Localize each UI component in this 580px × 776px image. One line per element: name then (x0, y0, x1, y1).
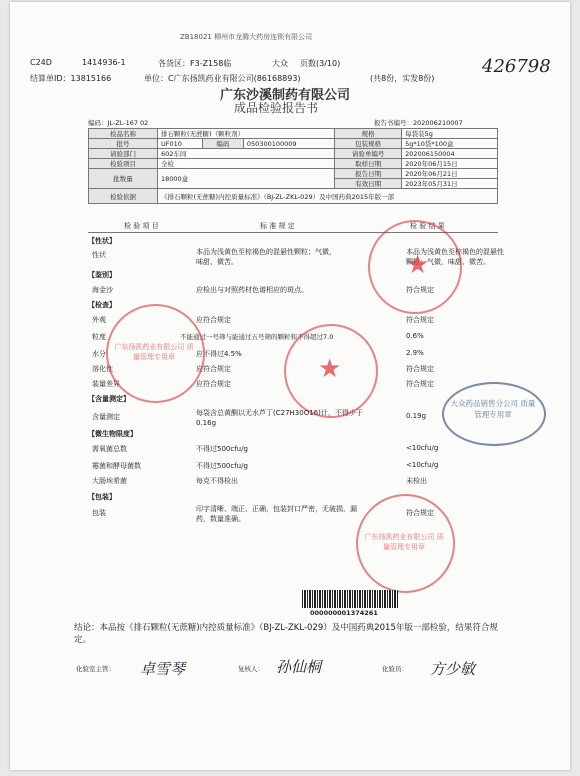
handwritten-number: 426798 (482, 56, 551, 77)
col-result: 检 验 结 果 (410, 222, 445, 230)
row-mold-res: <10cfu/g (406, 461, 439, 469)
row-pack-std: 印字清晰、端正、正确，包装封口严密，无破损，漏药，数量准确。 (196, 505, 357, 523)
stamp-quality-2-text: 广东扬凯药业有限公司 质量管理专用章 (364, 533, 444, 551)
value-sample: 2020年06月15日 (402, 159, 498, 169)
value-basis: 《排石颗粒(无蔗糖)内控质量标准》（BJ-ZL-ZKL-029）及中国药典2015年版一部 (158, 189, 498, 204)
row-trait-std: 本品为浅黄色至棕褐色的混悬性颗粒；气微，味甜、微苦。 (196, 248, 336, 266)
tester-label: 化验员： (382, 665, 408, 673)
row-sol-item: 溶化性 (92, 365, 113, 373)
row-hsc-res: 符合规定 (406, 286, 434, 294)
row-mold-std: 不得过500cfu/g (196, 462, 248, 470)
label-name: 检品名称 (89, 129, 158, 139)
top-line: ZB18021 柳州市龙腾大药房连锁有限公司 (180, 33, 313, 41)
value-qty: 18000盒 (158, 169, 335, 189)
value-valid: 2023年05月31日 (402, 179, 498, 189)
section-identify: 【鉴别】 (88, 271, 116, 279)
section-pack: 【包装】 (88, 493, 116, 501)
row-ecoli-item: 大肠埃希菌 (92, 477, 127, 485)
header-code: 1414936-1 (82, 58, 126, 67)
label-sample: 取样日期 (335, 159, 402, 169)
label-batch: 批号 (89, 139, 158, 149)
stamp-blue-text: 大众药品销售分公司 质量管理专用章 (450, 399, 536, 419)
row-ecoli-res: 未检出 (406, 477, 427, 485)
row-look-res: 符合规定 (406, 316, 434, 324)
label-item: 检验项目 (89, 159, 158, 169)
value-code: 050300100009 (243, 139, 334, 149)
report-title: 成品检验报告书 (234, 101, 319, 115)
row-pack-item: 包装 (92, 509, 106, 517)
header-account: 结算单ID：13815166 (30, 74, 112, 83)
label-valid: 有效日期 (335, 179, 402, 189)
row-hsc-std: 应检出与对照药材色谱相应的斑点。 (196, 286, 308, 294)
header-pages2: (共8份，实发8份) (370, 74, 435, 83)
row-mold-item: 霉菌和酵母菌数 (92, 462, 141, 470)
report-code: 编码：JL-ZL-167 02 (88, 119, 149, 127)
row-load-item: 装量差异 (92, 380, 120, 388)
row-sol-res: 符合规定 (406, 365, 434, 373)
value-spec: 每袋装5g (402, 129, 498, 139)
row-load-std: 应符合规定 (196, 380, 231, 388)
row-bact-item: 需氧菌总数 (92, 445, 127, 453)
row-water-res: 2.9% (406, 349, 424, 357)
row-sol-std: 应符合规定 (196, 365, 231, 373)
header-volume: 大众 (272, 59, 288, 68)
label-basis: 检验依据 (89, 189, 158, 204)
row-size-res: 0.6% (406, 332, 424, 340)
barcode (302, 590, 398, 608)
tester-signature: 方少敏 (430, 660, 476, 678)
row-assay-item: 含量测定 (92, 413, 120, 421)
value-name: 排石颗粒(无蔗糖)（颗粒剂） (158, 129, 335, 139)
company-name: 广东沙溪制药有限公司 (220, 88, 351, 103)
row-size-std: 不能通过一号筛与能通过五号筛的颗粒和不得超过7.0 (180, 333, 334, 341)
star-icon: ★ (318, 354, 342, 384)
value-item: 全检 (158, 159, 335, 169)
col-item: 检 验 项 目 (124, 222, 159, 230)
info-table (88, 128, 498, 204)
row-assay-std: 每袋含总黄酮以无水芦丁(C27H30O16)计，不得少于0.16g (196, 409, 363, 427)
row-ecoli-std: 每克不得检出 (196, 477, 238, 485)
header-location: 各货区：F3-Z158临 (158, 59, 232, 68)
header-unit: 单位：C广东扬凯药业有限公司(86168893) (144, 74, 301, 83)
stamp-blue (442, 382, 546, 446)
row-look-std: 应符合规定 (196, 316, 231, 324)
report-number: 报告书编号：202006210007 (374, 119, 463, 127)
header-c24d: C24D (30, 58, 52, 67)
value-req: 202006150004 (402, 149, 498, 159)
row-water-std: 应不得过4.5% (196, 350, 242, 358)
barcode-number: 000000001374261 (310, 609, 378, 617)
header-pages: 页数(3/10) (300, 59, 341, 68)
row-trait-item: 性状 (92, 251, 106, 259)
row-load-res: 符合规定 (406, 380, 434, 388)
label-dept: 请验部门 (89, 149, 158, 159)
row-assay-res: 0.19g (406, 412, 427, 420)
row-trait-res: 本品为浅黄色至棕褐色的混悬性颗粒；气微，味甜、微苦。 (406, 248, 504, 266)
section-traits: 【性状】 (88, 237, 116, 245)
stamp-quality-1-text: 广东扬凯药业有限公司 质量管理专用章 (114, 343, 194, 361)
report-page (10, 2, 570, 770)
stamp-quality-1 (106, 304, 205, 403)
value-batch: UF010 (158, 139, 203, 149)
section-check: 【检查】 (88, 301, 116, 309)
value-pack: 5g*10袋*100盒 (402, 139, 498, 149)
row-bact-std: 不得过500cfu/g (196, 445, 248, 453)
chief-signature: 卓雪琴 (140, 660, 186, 678)
star-icon: ★ (406, 250, 430, 280)
review-label: 复核人： (238, 665, 264, 673)
label-req: 请验单编号 (335, 149, 402, 159)
stamp-quality-2 (356, 494, 455, 593)
row-size-item: 粒度 (92, 333, 106, 341)
stamp-red-middle (284, 324, 378, 418)
label-code: 编码 (202, 139, 243, 149)
label-qty: 批数量 (89, 169, 158, 189)
conclusion: 结论：本品按《排石颗粒(无蔗糖)内控质量标准》（BJ-ZL-ZKL-029）及中国药典2015年版一部检验，结果符合规定。 (74, 623, 498, 645)
row-pack-res: 符合规定 (406, 509, 434, 517)
value-report-date: 2020年06月21日 (402, 169, 498, 179)
label-pack: 包装规格 (335, 139, 402, 149)
section-content: 【含量测定】 (88, 395, 130, 403)
stamp-red-top (368, 220, 462, 314)
value-dept: 602车间 (158, 149, 335, 159)
label-spec: 规格 (335, 129, 402, 139)
chief-label: 化验室主管： (76, 665, 115, 673)
row-look-item: 外观 (92, 316, 106, 324)
row-water-item: 水分 (92, 350, 106, 358)
label-report-date: 报告日期 (335, 169, 402, 179)
row-bact-res: <10cfu/g (406, 444, 439, 452)
row-hsc-item: 海金沙 (92, 286, 113, 294)
col-standard: 标 准 规 定 (260, 222, 295, 230)
review-signature: 孙仙桐 (276, 658, 322, 676)
section-micro: 【微生物限度】 (88, 430, 137, 438)
